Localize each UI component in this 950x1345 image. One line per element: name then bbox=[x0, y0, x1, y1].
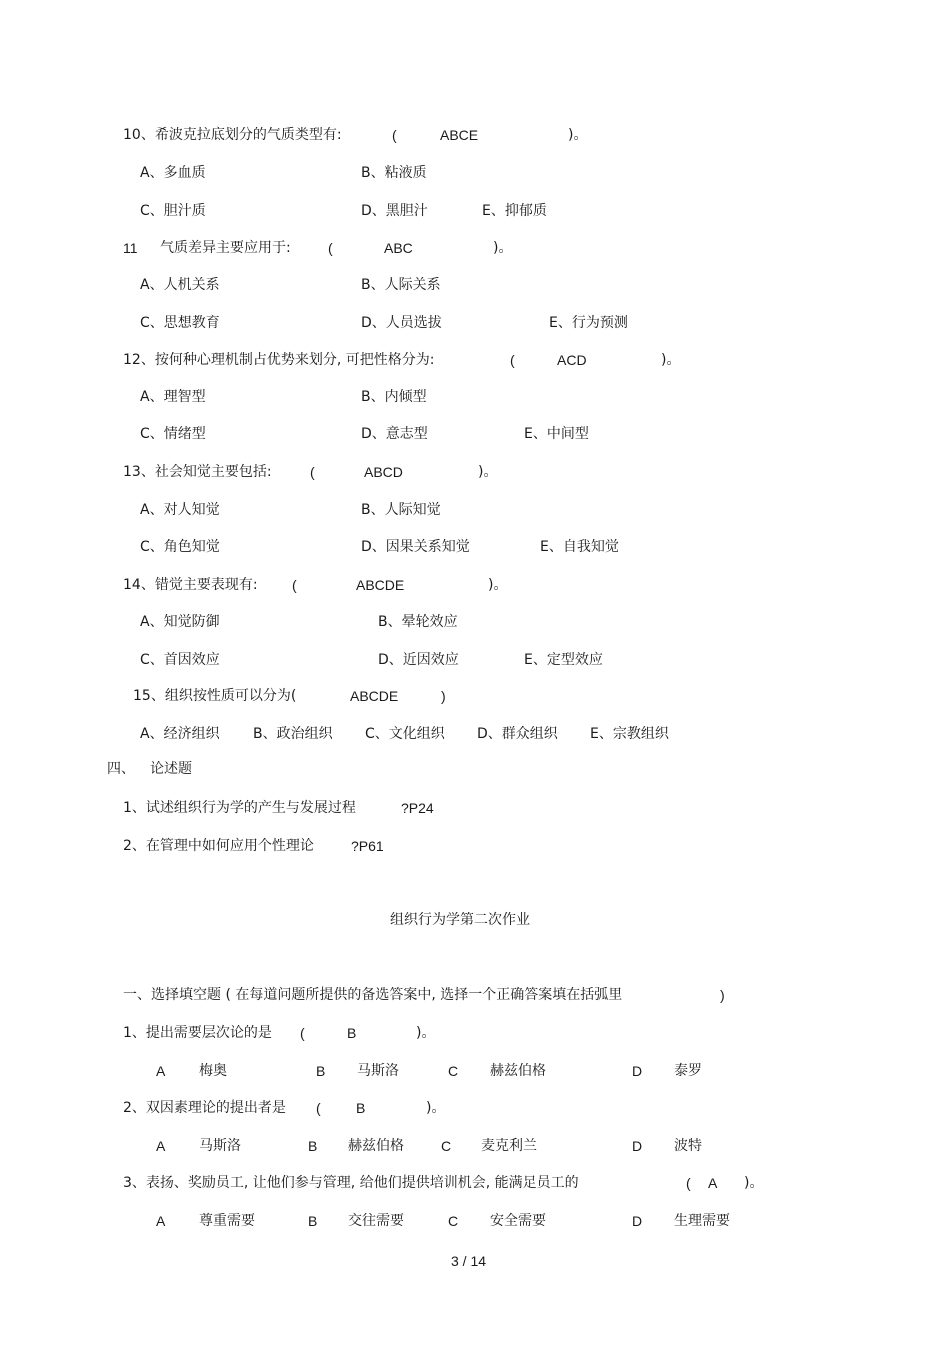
option: C、文化组织 bbox=[365, 726, 445, 742]
question-number: 11 bbox=[123, 240, 138, 256]
option: C、胆汁质 bbox=[140, 203, 206, 219]
option-letter: B bbox=[316, 1063, 326, 1079]
answer-open-paren: ( bbox=[328, 240, 333, 256]
option-letter: C bbox=[448, 1213, 459, 1229]
option: D、黑胆汁 bbox=[361, 203, 428, 219]
question-text: 气质差异主要应用于: bbox=[160, 240, 291, 256]
option: A、多血质 bbox=[140, 165, 206, 181]
question-text: 2、双因素理论的提出者是 bbox=[123, 1100, 286, 1116]
answer-open-paren: ( bbox=[392, 127, 397, 143]
option: B、人际关系 bbox=[361, 277, 441, 293]
option: D、近因效应 bbox=[378, 652, 459, 668]
option: 生理需要 bbox=[674, 1213, 730, 1229]
option: 波特 bbox=[674, 1138, 702, 1154]
option: A、人机关系 bbox=[140, 277, 220, 293]
option: A、理智型 bbox=[140, 389, 206, 405]
answer-value: ABCDE bbox=[356, 577, 405, 593]
option: C、思想教育 bbox=[140, 315, 220, 331]
answer-value: A bbox=[708, 1175, 718, 1191]
option: 麦克利兰 bbox=[481, 1138, 537, 1154]
answer-close-paren: )。 bbox=[493, 240, 513, 256]
option: E、抑郁质 bbox=[482, 203, 547, 219]
answer-close-paren: )。 bbox=[426, 1100, 446, 1116]
question-text: 14、错觉主要表现有: bbox=[123, 577, 258, 593]
answer-value: B bbox=[347, 1025, 357, 1041]
part-header-close: ) bbox=[720, 987, 725, 1003]
answer-open-paren: ( bbox=[510, 352, 515, 368]
option: D、意志型 bbox=[361, 426, 428, 442]
answer-open-paren: ( bbox=[686, 1175, 691, 1191]
option: A、经济组织 bbox=[140, 726, 220, 742]
option-letter: B bbox=[308, 1138, 318, 1154]
page-reference: ?P61 bbox=[351, 838, 384, 854]
answer-close-paren: )。 bbox=[488, 577, 508, 593]
option: C、首因效应 bbox=[140, 652, 220, 668]
answer-close-paren: )。 bbox=[744, 1175, 764, 1191]
option: E、行为预测 bbox=[549, 315, 628, 331]
section-title: 论述题 bbox=[150, 761, 192, 777]
question-text: 1、提出需要层次论的是 bbox=[123, 1025, 272, 1041]
question-text: 13、社会知觉主要包括: bbox=[123, 464, 272, 480]
option: B、内倾型 bbox=[361, 389, 427, 405]
answer-value: ACD bbox=[557, 352, 587, 368]
option-letter: D bbox=[632, 1063, 643, 1079]
answer-close-paren: )。 bbox=[416, 1025, 436, 1041]
option: D、因果关系知觉 bbox=[361, 539, 470, 555]
option: B、人际知觉 bbox=[361, 502, 441, 518]
answer-close-paren: )。 bbox=[568, 127, 588, 143]
option: 马斯洛 bbox=[357, 1063, 399, 1079]
option: E、中间型 bbox=[524, 426, 589, 442]
option-letter: A bbox=[156, 1063, 166, 1079]
answer-open-paren: ( bbox=[310, 464, 315, 480]
answer-close-paren: )。 bbox=[661, 352, 681, 368]
option-letter: D bbox=[632, 1213, 643, 1229]
question-text: 12、按何种心理机制占优势来划分, 可把性格分为: bbox=[123, 352, 435, 368]
option: 赫兹伯格 bbox=[490, 1063, 546, 1079]
option-letter: A bbox=[156, 1138, 166, 1154]
option: E、宗教组织 bbox=[590, 726, 669, 742]
page-number: 3 / 14 bbox=[451, 1253, 487, 1269]
question-text: 15、组织按性质可以分为( bbox=[133, 688, 297, 704]
part-header: 一、选择填空题 ( 在每道问题所提供的备选答案中, 选择一个正确答案填在括弧里 bbox=[123, 987, 623, 1003]
option: 尊重需要 bbox=[199, 1213, 255, 1229]
essay-question: 1、试述组织行为学的产生与发展过程 bbox=[123, 800, 356, 816]
option-letter: D bbox=[632, 1138, 643, 1154]
question-text: 10、希波克拉底划分的气质类型有: bbox=[123, 127, 342, 143]
answer-close-paren: ) bbox=[441, 688, 446, 704]
option: 安全需要 bbox=[490, 1213, 546, 1229]
option-letter: B bbox=[308, 1213, 318, 1229]
option: A、对人知觉 bbox=[140, 502, 220, 518]
option: 赫兹伯格 bbox=[348, 1138, 404, 1154]
option: 交往需要 bbox=[348, 1213, 404, 1229]
option: 梅奥 bbox=[199, 1063, 227, 1079]
answer-value: ABCD bbox=[364, 464, 403, 480]
option: C、角色知觉 bbox=[140, 539, 220, 555]
option-letter: C bbox=[448, 1063, 459, 1079]
answer-value: B bbox=[356, 1100, 366, 1116]
option: 马斯洛 bbox=[199, 1138, 241, 1154]
option-letter: A bbox=[156, 1213, 166, 1229]
option-letter: C bbox=[441, 1138, 452, 1154]
section-number: 四、 bbox=[107, 761, 135, 777]
option: A、知觉防御 bbox=[140, 614, 220, 630]
answer-value: ABCDE bbox=[350, 688, 399, 704]
option: B、粘液质 bbox=[361, 165, 427, 181]
answer-value: ABC bbox=[384, 240, 413, 256]
answer-open-paren: ( bbox=[316, 1100, 321, 1116]
option: D、群众组织 bbox=[477, 726, 558, 742]
answer-open-paren: ( bbox=[292, 577, 297, 593]
answer-open-paren: ( bbox=[300, 1025, 305, 1041]
option: E、定型效应 bbox=[524, 652, 603, 668]
document-title: 组织行为学第二次作业 bbox=[390, 912, 530, 928]
question-text: 3、表扬、奖励员工, 让他们参与管理, 给他们提供培训机会, 能满足员工的 bbox=[123, 1175, 579, 1191]
option: D、人员选拔 bbox=[361, 315, 442, 331]
option: B、政治组织 bbox=[253, 726, 333, 742]
essay-question: 2、在管理中如何应用个性理论 bbox=[123, 838, 314, 854]
option: B、晕轮效应 bbox=[378, 614, 458, 630]
answer-close-paren: )。 bbox=[478, 464, 498, 480]
answer-value: ABCE bbox=[440, 127, 479, 143]
option: 泰罗 bbox=[674, 1063, 702, 1079]
option: E、自我知觉 bbox=[540, 539, 619, 555]
page-reference: ?P24 bbox=[401, 800, 434, 816]
option: C、情绪型 bbox=[140, 426, 206, 442]
